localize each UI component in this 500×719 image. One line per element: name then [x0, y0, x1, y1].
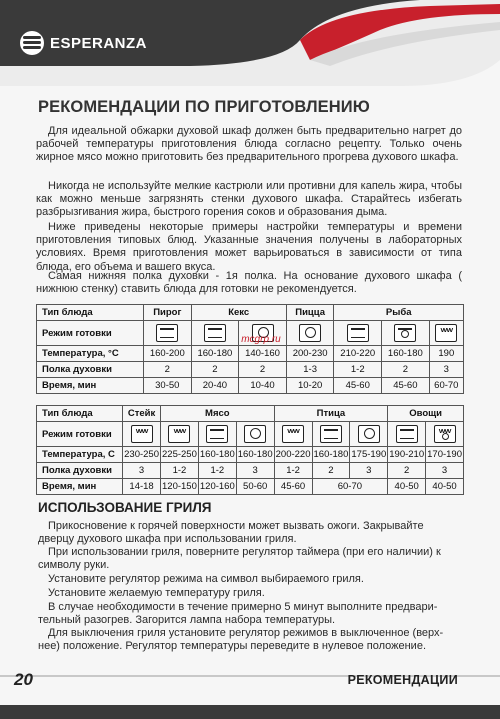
temperature-cell: 210-220	[334, 346, 382, 362]
grill-line: В случае необходимости в течение примерно 5 минут выполните предвари-тельный разогрев. Загорится лампа набора температуры.	[38, 601, 438, 626]
top-bottom-heat-icon	[320, 425, 342, 443]
row-label: Тип блюда	[37, 305, 144, 321]
paragraph-fat: Никогда не используйте мелкие кастрюли или противни для капель жира, чтобы как можно меньше загрязнять стенки духового шкафа. Старайтесь избегать разбрызгивания жира, быстрого горения соков и образования дыма.	[36, 180, 462, 219]
table-row	[37, 362, 464, 378]
time-cell: 40-50	[388, 479, 426, 495]
temperature-cell: 190	[429, 346, 463, 362]
temperature-cell: 160-180	[191, 346, 239, 362]
dish-name: Пирог	[144, 305, 192, 321]
temperature-cell: 175-190	[350, 447, 388, 463]
shelf-cell: 1-2	[198, 463, 236, 479]
shelf-cell: 2	[312, 463, 350, 479]
table-row	[37, 463, 464, 479]
shelf-cell: 1-3	[286, 362, 334, 378]
grill-icon: vvvv	[131, 425, 153, 443]
paragraph-examples: Ниже приведены некоторые примеры настройки температуры и времени приготовления типовых блюд. Указанные значения получены в лабораторных условиях. Время приготовления может варьироваться в зависимости от типа блюда, его объема и вашего вкуса.	[36, 221, 462, 273]
temperature-cell: 200-230	[286, 346, 334, 362]
grill-icon: vvvv	[168, 425, 190, 443]
grill-heading: ИСПОЛЬЗОВАНИЕ ГРИЛЯ	[38, 500, 212, 515]
top-bottom-heat-icon	[347, 324, 369, 342]
grill-icon: vvvv	[435, 324, 457, 342]
footer-bar	[0, 705, 500, 719]
dish-name: Стейк	[123, 406, 161, 422]
brand-name: ESPERANZA	[50, 34, 148, 52]
time-cell: 50-60	[236, 479, 274, 495]
grill-line: При использовании гриля, поверните регулятор таймера (при его наличии) к символу руки.	[38, 546, 441, 571]
footer-divider	[0, 664, 500, 665]
shelf-cell: 1-2	[274, 463, 312, 479]
row-label: Температура, C	[37, 447, 123, 463]
paragraph-shelf: Самая нижняя полка духовки - 1я полка. На основание духового шкафа ( нижнюю стенку) ставить блюда для готовки не рекомендуется.	[36, 270, 462, 296]
time-cell: 14-18	[123, 479, 161, 495]
row-label: Полка духовки	[37, 362, 144, 378]
dish-name: Пицца	[286, 305, 334, 321]
page-title: РЕКОМЕНДАЦИИ ПО ПРИГОТОВЛЕНИЮ	[38, 98, 370, 116]
top-bottom-heat-icon	[156, 324, 178, 342]
table-row	[37, 479, 464, 495]
temperature-cell: 190-210	[388, 447, 426, 463]
table-row	[37, 422, 464, 447]
shelf-cell: 1-2	[161, 463, 199, 479]
dish-name: Рыба	[334, 305, 464, 321]
grill-line: Установите желаемую температуру гриля.	[48, 587, 265, 599]
temperature-cell: 160-180	[312, 447, 350, 463]
fan-icon	[244, 425, 266, 443]
temperature-cell: 160-180	[198, 447, 236, 463]
grill-line: Для выключения гриля установите регулятор режимов в выключенное (верх-нее) положение. Регулятор температуры переведите в нулевое положение.	[38, 627, 444, 652]
brand-logo	[20, 31, 147, 55]
table-row	[37, 378, 464, 394]
time-cell: 45-60	[274, 479, 312, 495]
shelf-cell: 2	[388, 463, 426, 479]
time-cell: 45-60	[382, 378, 430, 394]
shelf-cell: 2	[382, 362, 430, 378]
page-number: 20	[14, 670, 33, 689]
section-name: РЕКОМЕНДАЦИИ	[347, 673, 458, 687]
row-label: Тип блюда	[37, 406, 123, 422]
temperature-cell: 160-200	[144, 346, 192, 362]
time-cell: 10-40	[239, 378, 287, 394]
time-cell: 120-160	[198, 479, 236, 495]
dish-name: Мясо	[161, 406, 275, 422]
temperature-value: 140-160	[245, 348, 280, 359]
row-label: Режим готовки	[37, 321, 144, 346]
grill-line: Прикосновение к горячей поверхности может вызвать ожоги. Закрывайте дверцу духового шкафа при использовании гриля.	[38, 520, 424, 545]
dish-name: Овощи	[388, 406, 464, 422]
watermark: mcgrp.ru	[241, 334, 281, 345]
table-row	[37, 346, 464, 362]
top-bottom-heat-icon	[206, 425, 228, 443]
time-cell: 40-50	[426, 479, 464, 495]
row-label: Время, мин	[37, 479, 123, 495]
fan-icon	[299, 324, 321, 342]
shelf-cell: 3	[236, 463, 274, 479]
top-bottom-heat-icon	[396, 425, 418, 443]
grill-line: Установите регулятор режима на символ выбираемого гриля.	[48, 573, 364, 585]
shelf-cell: 3	[426, 463, 464, 479]
shelf-cell: 2	[239, 362, 287, 378]
shelf-cell: 1-2	[334, 362, 382, 378]
shelf-cell: 2	[191, 362, 239, 378]
time-cell: 120-150	[161, 479, 199, 495]
cooking-table-1	[36, 304, 464, 394]
grill-icon: vvvv	[282, 425, 304, 443]
paragraph-preheat: Для идеальной обжарки духовой шкаф должен быть предварительно нагрет до рабочей температуры приготовления блюда согласно рецепту. Только очень жирное мясо можно приготовить без предварительного прогрева духового шкафа.	[36, 125, 462, 164]
temperature-cell: 160-180	[236, 447, 274, 463]
top-bottom-heat-icon	[204, 324, 226, 342]
logo-icon	[20, 31, 44, 55]
page-header	[0, 0, 500, 86]
time-cell: 30-50	[144, 378, 192, 394]
grill-fan-icon: vvvv	[434, 425, 456, 443]
shelf-cell: 3	[123, 463, 161, 479]
table-row	[37, 447, 464, 463]
fan-icon	[358, 425, 380, 443]
table-row	[37, 406, 464, 422]
time-cell: 10-20	[286, 378, 334, 394]
time-cell: 60-70	[429, 378, 463, 394]
dish-name: Птица	[274, 406, 388, 422]
time-cell: 45-60	[334, 378, 382, 394]
shelf-cell: 3	[429, 362, 463, 378]
temperature-cell: 160-180	[382, 346, 430, 362]
shelf-cell: 2	[144, 362, 192, 378]
dish-name: Кекс	[191, 305, 286, 321]
cooking-table-2	[36, 405, 464, 495]
temperature-cell: 170-190	[426, 447, 464, 463]
time-cell: 20-40	[191, 378, 239, 394]
row-label: Полка духовки	[37, 463, 123, 479]
temperature-cell: 225-250	[161, 447, 199, 463]
row-label: Время, мин	[37, 378, 144, 394]
row-label: Режим готовки	[37, 422, 123, 447]
time-cell: 60-70	[312, 479, 388, 495]
temperature-cell	[239, 334, 287, 362]
row-label: Температура, °C	[37, 346, 144, 362]
temperature-cell: 230-250	[123, 447, 161, 463]
grill-fan-icon	[394, 324, 416, 342]
table-row	[37, 305, 464, 321]
temperature-cell: 200-220	[274, 447, 312, 463]
shelf-cell: 3	[350, 463, 388, 479]
